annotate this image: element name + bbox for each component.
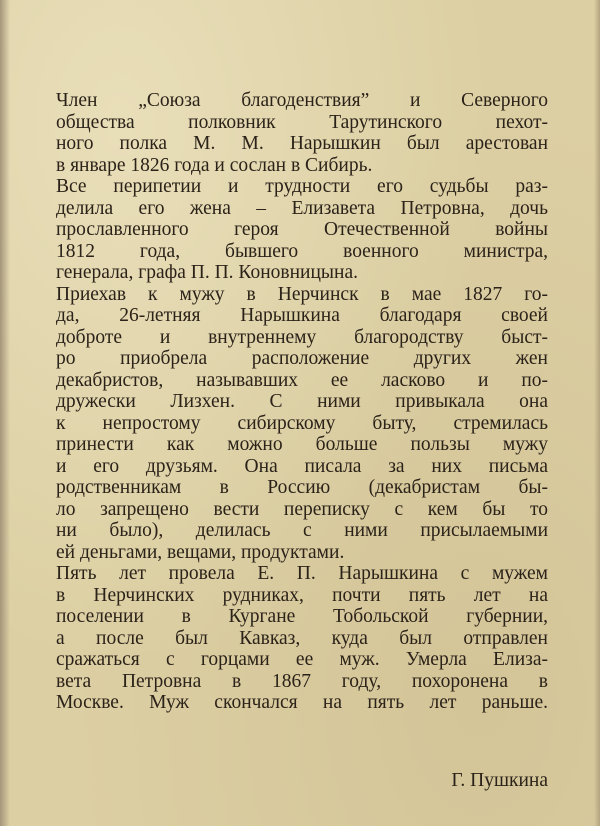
text-line: ро приобрела расположение других жен xyxy=(56,348,548,369)
paragraph-3 xyxy=(56,284,548,564)
text-line: а после был Кавказ, куда был отправлен xyxy=(56,627,548,649)
text-line: вета Петровна в 1867 году, похоронена в xyxy=(56,670,548,692)
paragraph-4 xyxy=(56,563,548,714)
article-body xyxy=(56,90,548,714)
text-line: 1812 года, бывшего военного министра, xyxy=(56,240,548,262)
text-line: общества полковник Тарутинского пехот- xyxy=(56,111,548,133)
text-line: поселении в Кургане Тобольской губернии, xyxy=(56,606,548,627)
text-line: принести как можно больше пользы мужу xyxy=(56,434,548,455)
text-line: дружески Лизхен. С ними привыкала она xyxy=(56,391,548,412)
text-line: прославленного героя Отечественной войны xyxy=(56,219,548,240)
text-line: родственникам в Россию (декабристам бы- xyxy=(56,477,548,498)
text-line: сражаться с горцами ее муж. Умерла Елиза- xyxy=(56,649,548,670)
text-line: Член „Союза благоденствия” и Северного xyxy=(56,90,548,111)
text-line: да, 26-летняя Нарышкина благодаря своей xyxy=(56,305,548,326)
paragraph-1 xyxy=(56,90,548,176)
text-line: Пять лет провела Е. П. Нарышкина с мужем xyxy=(56,563,548,584)
text-line: Москве. Муж скончался на пять лет раньше. xyxy=(56,692,548,713)
text-line: генерала, графа П. П. Коновницына. xyxy=(56,262,358,283)
text-line: ло запрещено вести переписку с кем бы то xyxy=(56,498,548,520)
text-line: делила его жена – Елизавета Петровна, дочь xyxy=(56,197,548,219)
page-edge-shadow-left xyxy=(0,0,10,826)
text-line: доброте и внутреннему благородству быст- xyxy=(56,326,548,348)
text-line: Все перипетии и трудности его судьбы раз- xyxy=(56,176,548,197)
text-line: декабристов, называвших ее ласково и по- xyxy=(56,369,548,391)
text-line: ей деньгами, вещами, продуктами. xyxy=(56,541,345,563)
text-line: в Нерчинских рудниках, почти пять лет на xyxy=(56,584,548,606)
text-line: в январе 1826 года и сослан в Сибирь. xyxy=(56,154,373,176)
author-signature: Г. Пушкина xyxy=(451,770,548,791)
page-edge-shadow-right xyxy=(594,0,600,826)
text-line: и его друзьям. Она писала за них письма xyxy=(56,455,548,477)
text-line: Приехав к мужу в Нерчинск в мае 1827 го- xyxy=(56,283,548,305)
text-line: ни было), делилась с ними присылаемыми xyxy=(56,520,548,541)
paragraph-2 xyxy=(56,176,548,284)
text-line: к непростому сибирскому быту, стремилась xyxy=(56,412,548,434)
text-line: ного полка М. М. Нарышкин был арестован xyxy=(56,133,548,154)
